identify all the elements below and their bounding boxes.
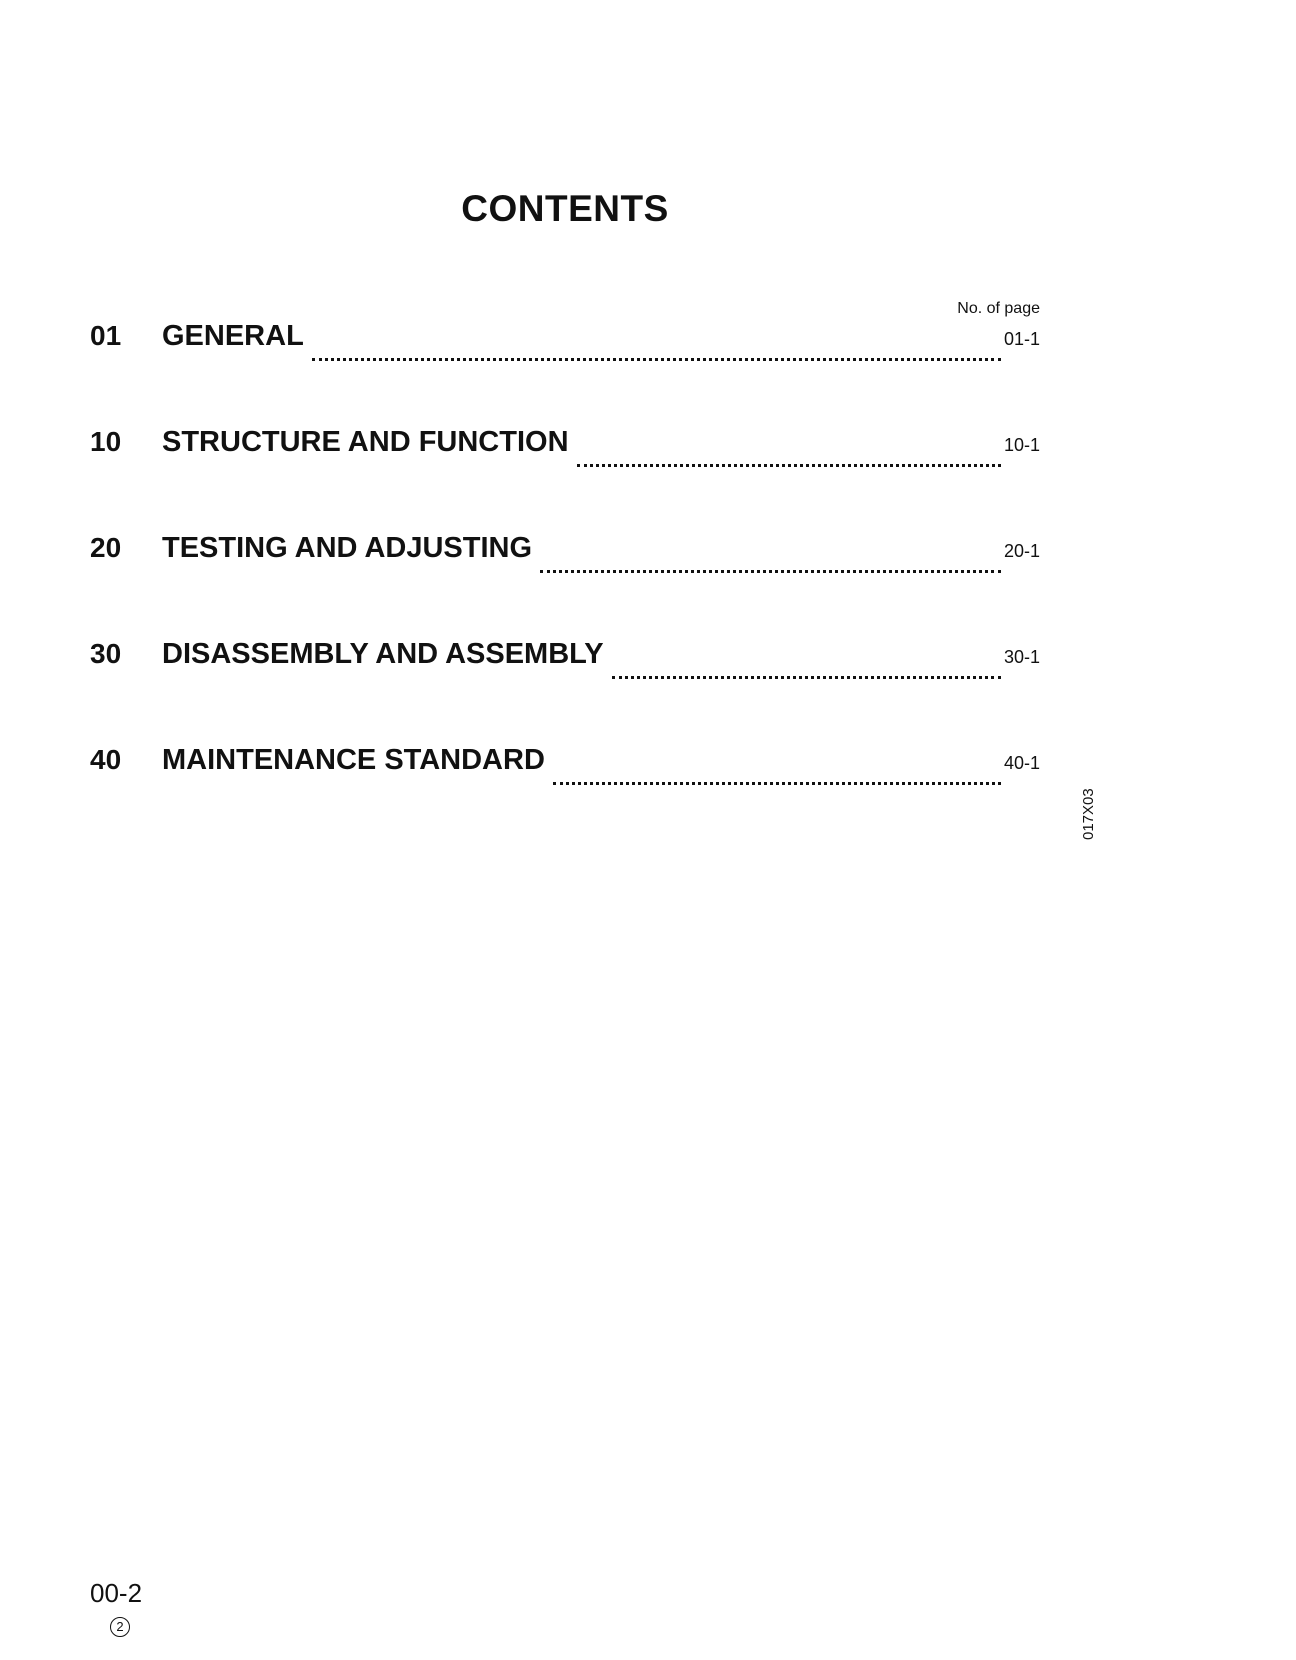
toc-entry-structure-and-function[interactable] xyxy=(90,426,1040,532)
toc-entry-page: 10-1 xyxy=(1003,435,1040,455)
dot-leader xyxy=(577,464,1001,467)
toc-entry-page: 20-1 xyxy=(1003,541,1040,561)
toc-entry-number: 40 xyxy=(90,744,122,775)
toc-entry-number: 10 xyxy=(90,426,122,457)
toc-entry-title: TESTING AND ADJUSTING xyxy=(162,532,533,564)
toc-entry-page: 01-1 xyxy=(1003,329,1040,349)
page-title: CONTENTS xyxy=(461,188,669,229)
toc-entry-title: GENERAL xyxy=(162,320,304,352)
toc-entry-number: 01 xyxy=(90,320,122,351)
toc-entry-general[interactable] xyxy=(90,320,1040,426)
toc-entry-disassembly-and-assembly[interactable] xyxy=(90,638,1040,744)
page-number: 00-2 xyxy=(90,1578,143,1608)
toc-entry-number: 20 xyxy=(90,532,122,563)
dot-leader xyxy=(312,358,1001,361)
table-of-contents xyxy=(90,320,1040,850)
document-code: 017X03 xyxy=(1080,788,1097,840)
toc-entry-title: DISASSEMBLY AND ASSEMBLY xyxy=(162,638,604,670)
toc-entry-number: 30 xyxy=(90,638,122,669)
dot-leader xyxy=(612,676,1001,679)
toc-entry-page: 30-1 xyxy=(1003,647,1040,667)
dot-leader xyxy=(553,782,1001,785)
toc-entry-maintenance-standard[interactable] xyxy=(90,744,1040,850)
dot-leader xyxy=(540,570,1001,573)
revision-mark: 2 xyxy=(110,1617,130,1637)
toc-entry-title: MAINTENANCE STANDARD xyxy=(162,744,545,776)
toc-entry-testing-and-adjusting[interactable] xyxy=(90,532,1040,638)
toc-entry-page: 40-1 xyxy=(1003,753,1040,773)
page-column-header: No. of page xyxy=(957,300,1040,317)
toc-entry-title: STRUCTURE AND FUNCTION xyxy=(162,426,569,458)
